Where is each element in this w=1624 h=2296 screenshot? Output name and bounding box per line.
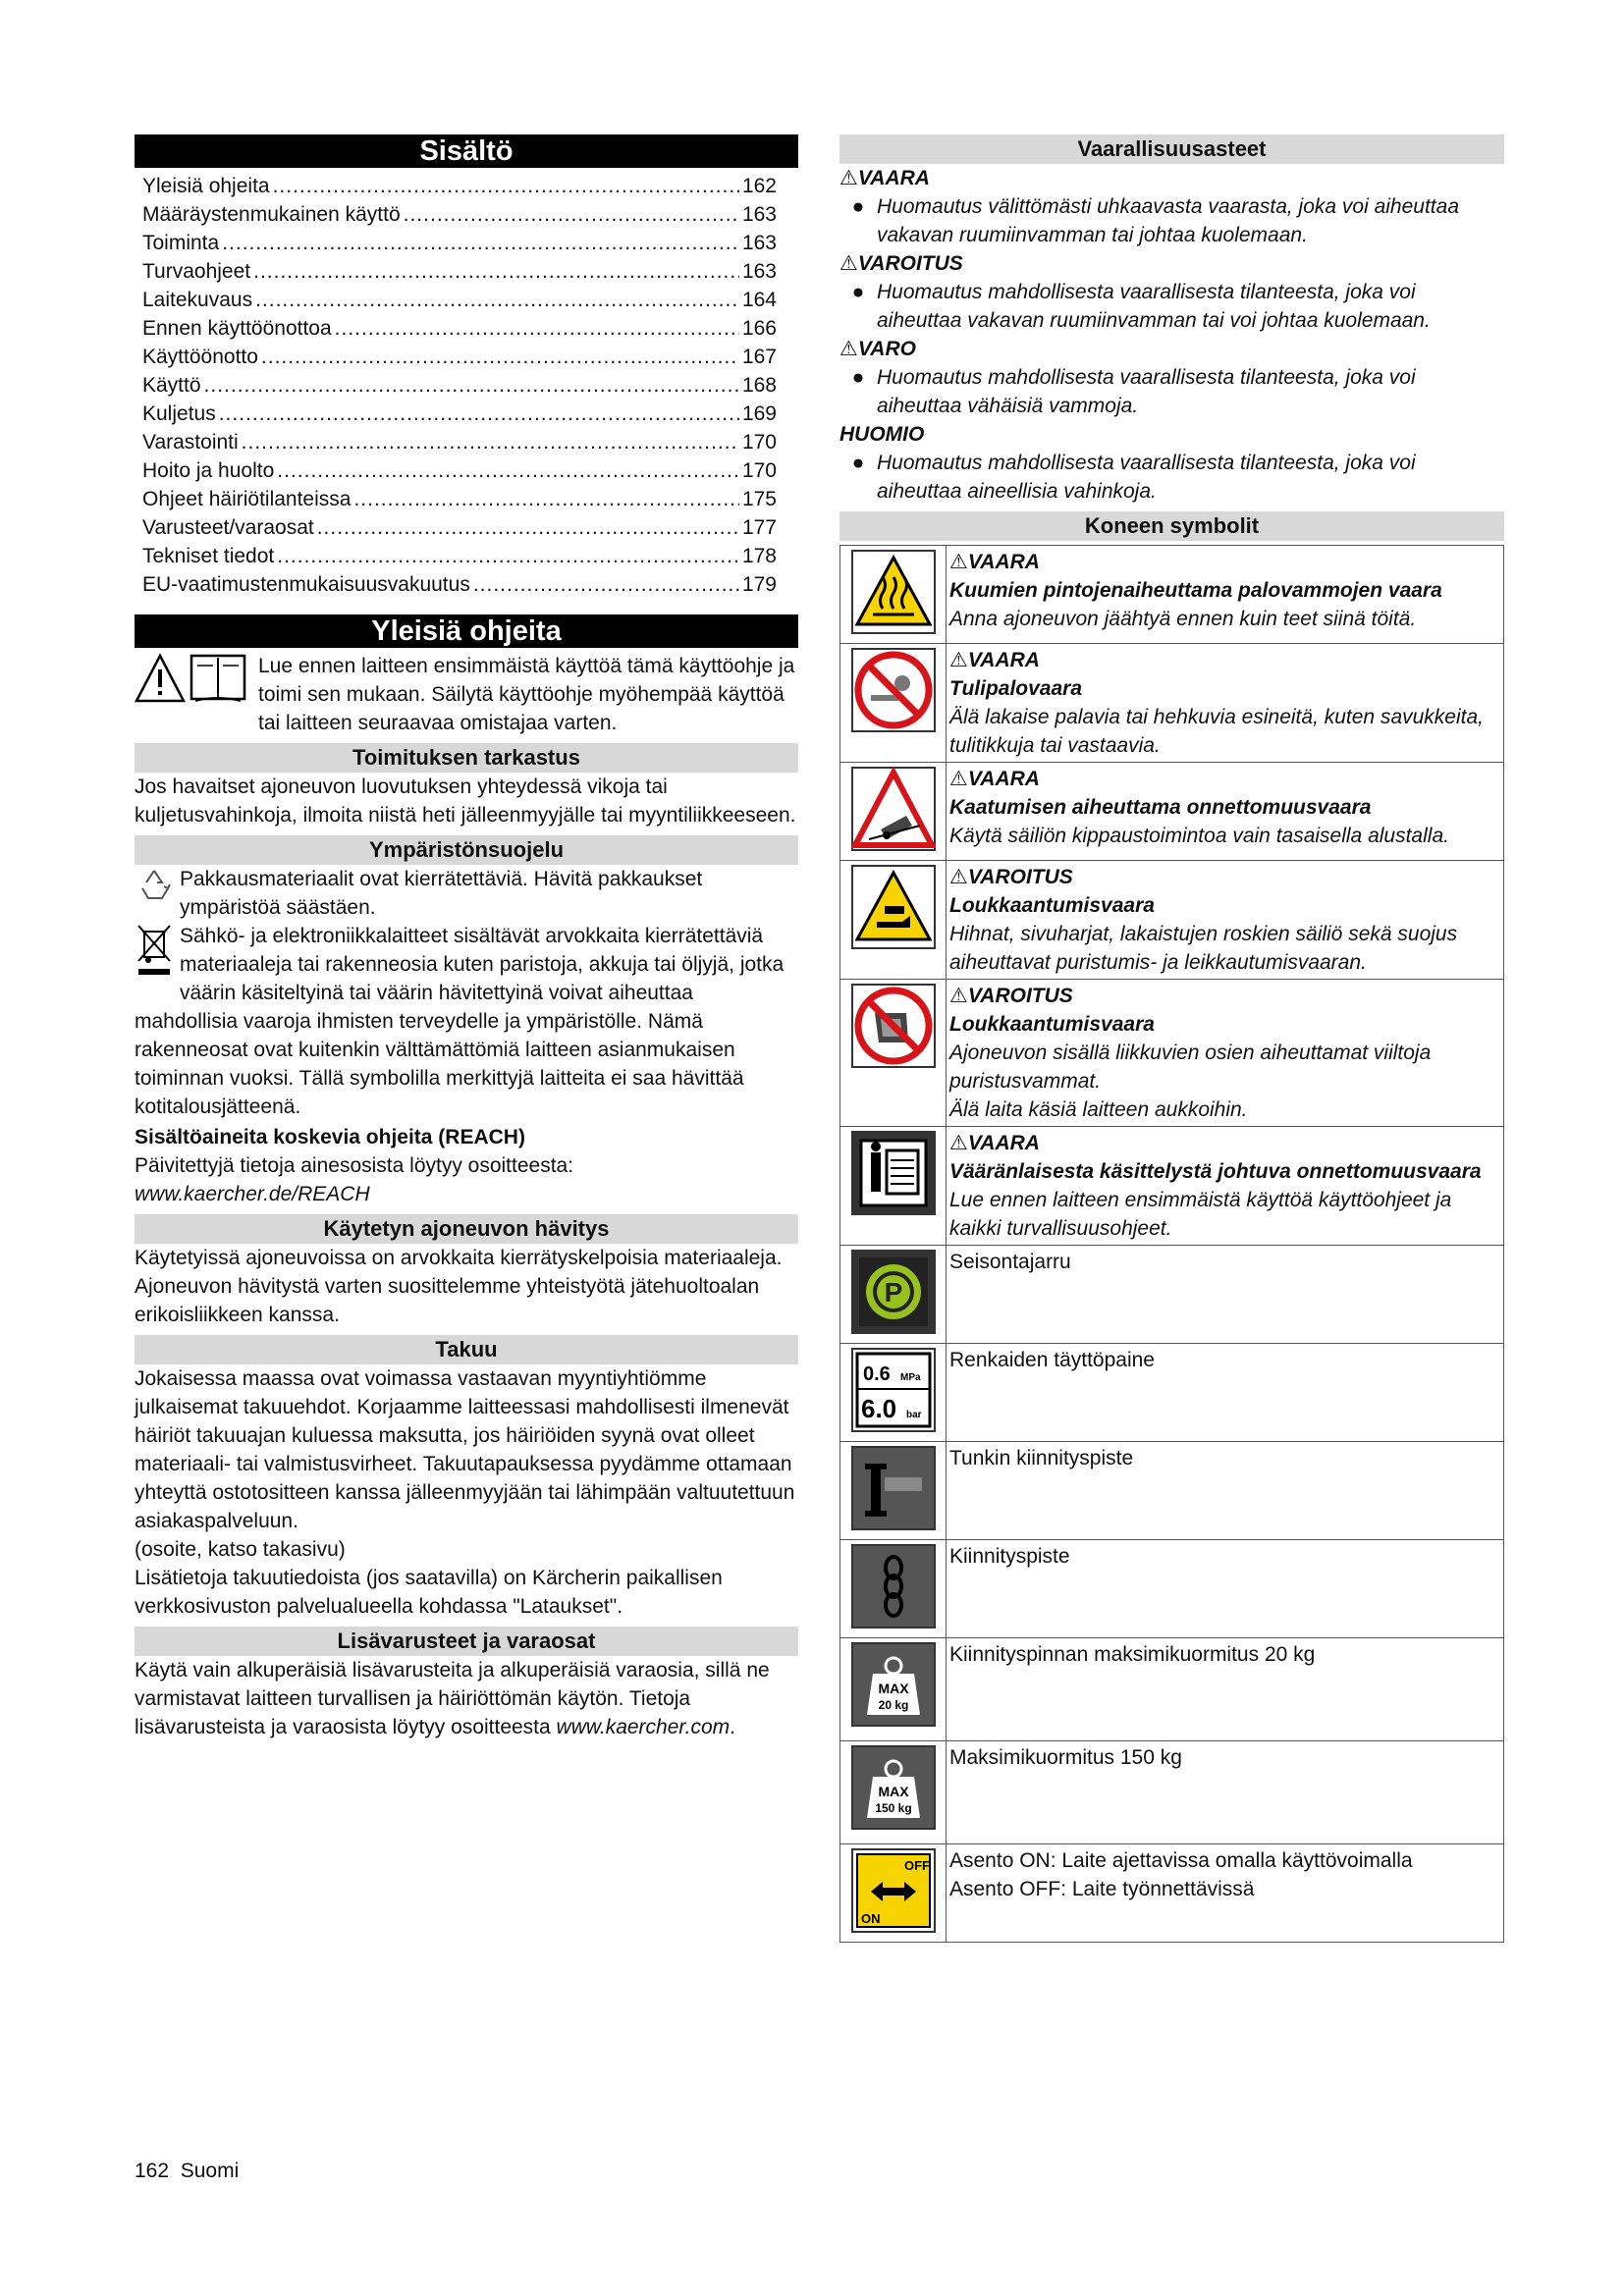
symbol-icon-cell <box>840 1442 947 1540</box>
symbol-row <box>840 1540 1504 1638</box>
symbol-text-cell <box>947 546 1504 644</box>
toc-entry-title: Toiminta <box>142 232 220 254</box>
toc-entry[interactable] <box>135 570 798 599</box>
toc-entry-page: 170 <box>741 431 777 454</box>
symbol-row <box>840 546 1504 644</box>
hazard-levels-heading: Vaarallisuusasteet <box>839 134 1504 164</box>
toc-entry-title: Käyttöönotto <box>142 346 258 368</box>
reach-text-body: Päivitettyjä tietoja ainesosista löytyy osoitteesta: <box>135 1154 574 1177</box>
toc-entry[interactable] <box>135 485 798 513</box>
symbol-label: Seisontajarru <box>949 1251 1071 1273</box>
toc-entry-page: 177 <box>741 516 777 539</box>
environment-text-2: Sähkö- ja elektroniikkalaitteet sisältävät arvokkaita kierrätettäviä materiaaleja tai rakenneosia kuten paristoja, akkuja tai öljyjä, jotka väärin käsiteltyinä tai väärin hävitettyinä voivat aiheuttaa mahdollisia vaaroja ihmisten terveydelle ja ympäristölle. Nämä rakenneosat ovat kuitenkin välttämättömiä laitteen asianmukaisen toiminnan vuoksi. Tällä symbolilla merkittyjä laitteita ei saa hävittää kotitalousjätteenä. <box>135 925 785 1118</box>
symbol-row <box>840 1741 1504 1844</box>
toc-entry[interactable] <box>135 371 798 400</box>
symbol-text-cell <box>947 1741 1504 1844</box>
right-column <box>839 134 1504 1943</box>
toc-entry-page: 169 <box>741 402 777 425</box>
toc-entry[interactable] <box>135 400 798 428</box>
warranty-more: Lisätietoja takuutiedoista (jos saatavilla) on Kärcherin paikallisen verkkosivuston palvelualueella kohdassa "Lataukset". <box>135 1567 723 1618</box>
symbol-description: Anna ajoneuvon jäähtyä ennen kuin teet siinä töitä. <box>949 608 1417 630</box>
bullet-dot: ● <box>851 195 865 218</box>
symbol-row <box>840 861 1504 980</box>
symbol-description: Hihnat, sivuharjat, lakaistujen roskien säiliö sekä suojus aiheuttavat puristumis- ja leikkautumisvaaran. <box>949 923 1458 974</box>
accessories-text-end: . <box>730 1716 735 1738</box>
crush-hand-icon <box>851 936 936 953</box>
hazard-level-item <box>839 278 1504 335</box>
toc-entry-title: EU-vaatimustenmukaisuusvakuutus <box>142 573 470 596</box>
symbol-label: Maksimikuormitus 150 kg <box>949 1746 1182 1769</box>
toc-entry-page: 179 <box>741 573 777 596</box>
disposal-text: Käytetyissä ajoneuvoissa on arvokkaita kierrätyskelpoisia materiaaleja. Ajoneuvon hävitystä varten suosittelemme yhteistyötä jätehuoltoalan erikoisliikkeen kanssa. <box>135 1247 783 1326</box>
warning-read-manual-icon <box>135 652 252 712</box>
svg-text:OFF: OFF <box>903 1858 930 1873</box>
symbol-icon-cell <box>840 1344 947 1442</box>
tie-down-icon <box>851 1616 936 1632</box>
symbol-text-cell <box>947 1638 1504 1741</box>
accessories-text-body: Käytä vain alkuperäisiä lisävarusteita ja alkuperäisiä varaosia, sillä ne varmistavat laitteen turvallisen ja häiriöttömän käytön. Tietoja lisävarusteista ja varaosista löytyy osoitteesta <box>135 1659 770 1738</box>
symbol-warning-label: ⚠VAARA <box>949 1132 1040 1154</box>
accessories-text <box>135 1656 798 1741</box>
hazard-level-text: Huomautus mahdollisesta vaarallisesta tilanteesta, joka voi aiheuttaa vähäisiä vammoja. <box>877 366 1416 417</box>
hazard-level-item <box>839 363 1504 420</box>
reach-text <box>135 1151 798 1208</box>
toc-entry[interactable] <box>135 343 798 371</box>
symbol-icon-cell <box>840 861 947 980</box>
parking-brake-icon <box>851 1277 936 1338</box>
symbol-warning-label: ⚠VAARA <box>949 551 1040 573</box>
symbol-row <box>840 1844 1504 1943</box>
max-150kg-icon <box>851 1784 936 1834</box>
hazard-level-text: Huomautus välittömästi uhkaavasta vaarasta, joka voi aiheuttaa vakavan ruumiinvamman tai johtaa kuolemaan. <box>877 195 1459 246</box>
toc-entry-title: Turvaohjeet <box>142 260 251 283</box>
symbol-text-cell <box>947 763 1504 861</box>
no-hands-icon <box>851 1055 936 1072</box>
symbol-warning-label: ⚠VAROITUS <box>949 866 1073 888</box>
drive-mode-icon <box>851 1858 936 1937</box>
general-text: Lue ennen laitteen ensimmäistä käyttöä tämä käyttöohje ja toimi sen mukaan. Säilytä käyttöohje myöhempää käyttöä tai laitteen seuraavaa omistajaa varten. <box>258 655 795 734</box>
symbol-title: Loukkaantumisvaara <box>949 1013 1155 1036</box>
symbol-icon-cell <box>840 980 947 1127</box>
toc-entry-title: Tekniset tiedot <box>142 545 275 567</box>
warranty-text: Jokaisessa maassa ovat voimassa vastaavan myyntiyhtiömme julkaisemat takuuehdot. Korjaamme laitteessasi mahdollisesti ilmenevät häiriöt takuuajan kuluessa maksutta, jos häiriöiden syynä ovat olleet materiaali- tai valmistusvirheet. Takuutapauksessa pyydämme ottamaan yhteyttä ostotositteen kanssa jälleenmyyjään tai lähimpään valtuutettuun asiakaspalveluun. <box>135 1367 795 1532</box>
toc-entry-title: Määräystenmukainen käyttö <box>142 203 401 226</box>
symbol-row <box>840 1638 1504 1741</box>
toc-entry-title: Ohjeet häiriötilanteissa <box>142 488 352 510</box>
symbol-label: Tunkin kiinnityspiste <box>949 1447 1134 1469</box>
toc-leader <box>222 229 739 257</box>
symbol-icon-cell <box>840 1127 947 1246</box>
svg-text:20 kg: 20 kg <box>878 1698 908 1712</box>
jack-point-icon <box>851 1518 936 1534</box>
toc-entry[interactable] <box>135 286 798 314</box>
toc-leader <box>335 314 739 343</box>
hazard-level-text: Huomautus mahdollisesta vaarallisesta tilanteesta, joka voi aiheuttaa vakavan ruumiinvamman tai voi johtaa kuolemaan. <box>877 281 1431 332</box>
recycle-icon <box>135 865 174 909</box>
symbol-text-cell <box>947 1344 1504 1442</box>
toc-entry[interactable] <box>135 542 798 570</box>
toc-entry-title: Ennen käyttöönottoa <box>142 317 332 340</box>
weee-bin-icon <box>135 922 174 986</box>
toc-entry-title: Käyttö <box>142 374 201 397</box>
toc-leader <box>242 428 739 456</box>
bullet-dot: ● <box>851 452 865 474</box>
toc-entry-page: 178 <box>741 545 777 567</box>
toc-leader <box>273 172 739 200</box>
symbol-title: Vääränlaisesta käsittelystä johtuva onnettomuusvaara <box>949 1160 1482 1183</box>
symbol-text-cell <box>947 1246 1504 1344</box>
toc-leader <box>277 542 739 570</box>
page-footer <box>135 2160 239 2183</box>
reach-link[interactable]: www.kaercher.de/REACH <box>135 1183 370 1205</box>
symbol-row <box>840 1344 1504 1442</box>
hot-surface-icon <box>851 621 936 638</box>
toc-entry-title: Varastointi <box>142 431 239 454</box>
toc-entry-page: 167 <box>741 346 777 368</box>
toc-entry-page: 162 <box>741 175 777 197</box>
svg-text:150 kg: 150 kg <box>874 1801 912 1815</box>
toc-entry[interactable] <box>135 200 798 229</box>
toc-entry[interactable] <box>135 257 798 286</box>
accessories-heading: Lisävarusteet ja varaosat <box>135 1627 798 1656</box>
symbol-row <box>840 763 1504 861</box>
accessories-link[interactable]: www.kaercher.com <box>556 1716 731 1738</box>
toc-entry-page: 163 <box>741 203 777 226</box>
toc-heading: Sisältö <box>135 134 798 168</box>
toc-entry-page: 163 <box>741 260 777 283</box>
symbol-icon-cell <box>840 1246 947 1344</box>
environment-heading: Ympäristönsuojelu <box>135 835 798 865</box>
tyre-pressure-icon <box>851 1363 936 1436</box>
hazard-level-item <box>839 449 1504 506</box>
svg-text:ON: ON <box>860 1911 880 1926</box>
svg-text:0.6: 0.6 <box>862 1363 891 1385</box>
bullet-dot: ● <box>851 366 865 389</box>
symbol-description-2: Älä laita käsiä laitteen aukkoihin. <box>949 1098 1248 1121</box>
toc-entry[interactable] <box>135 513 798 542</box>
max-20kg-icon <box>851 1681 936 1731</box>
svg-text:MPa: MPa <box>899 1372 921 1383</box>
read-manual-icon <box>851 1202 936 1219</box>
symbol-icon-cell <box>840 1540 947 1638</box>
svg-text:MAX: MAX <box>877 1681 909 1696</box>
symbol-row <box>840 1442 1504 1540</box>
svg-text:6.0: 6.0 <box>860 1394 896 1423</box>
warranty-heading: Takuu <box>135 1335 798 1364</box>
symbol-icon-cell <box>840 644 947 763</box>
toc-entry-title: Kuljetus <box>142 402 216 425</box>
symbol-warning-label: ⚠VAARA <box>949 768 1040 790</box>
symbol-label: Asento ON: Laite ajettavissa omalla käyttövoimalla <box>949 1849 1413 1872</box>
toc-leader <box>353 485 739 513</box>
environment-text-1: Pakkausmateriaalit ovat kierrätettäviä. Hävitä pakkaukset ympäristöä säästäen. <box>180 868 703 919</box>
reach-heading: Sisältöaineita koskevia ohjeita (REACH) <box>135 1126 525 1148</box>
symbol-description: Älä lakaise palavia tai hehkuvia esineitä, kuten savukkeita, tulitikkuja tai vastaavia. <box>949 706 1484 757</box>
symbol-text-cell <box>947 861 1504 980</box>
footer-language: Suomi <box>180 2160 240 2182</box>
symbol-label-2: Asento OFF: Laite työnnettävissä <box>949 1878 1255 1900</box>
hazard-level-label: HUOMIO <box>839 423 925 446</box>
symbol-title: Kaatumisen aiheuttama onnettomuusvaara <box>949 796 1372 819</box>
toc-entry[interactable] <box>135 229 798 257</box>
toc-entry-page: 163 <box>741 232 777 254</box>
toc-entry-page: 168 <box>741 374 777 397</box>
toc-entry[interactable] <box>135 428 798 456</box>
symbol-title: Loukkaantumisvaara <box>949 894 1155 917</box>
left-column <box>135 134 798 1741</box>
symbol-text-cell <box>947 1540 1504 1638</box>
hazard-level-label: ⚠VAARA <box>839 167 930 189</box>
toc-entry-page: 166 <box>741 317 777 340</box>
symbol-title: Tulipalovaara <box>949 677 1083 700</box>
bullet-dot: ● <box>851 281 865 303</box>
toc-entry-page: 175 <box>741 488 777 510</box>
symbol-text-cell <box>947 1127 1504 1246</box>
symbol-label: Kiinnityspiste <box>949 1545 1070 1568</box>
hazard-level-label: ⚠VARO <box>839 338 916 360</box>
symbol-warning-label: ⚠VAARA <box>949 649 1040 671</box>
toc-leader <box>473 570 739 599</box>
symbol-text-cell <box>947 644 1504 763</box>
toc-entry-page: 164 <box>741 289 777 311</box>
warranty-address: (osoite, katso takasivu) <box>135 1538 346 1561</box>
toc-entry[interactable] <box>135 172 798 200</box>
symbol-row <box>840 644 1504 763</box>
svg-text:bar: bar <box>905 1410 922 1420</box>
page-number: 162 <box>135 2160 170 2182</box>
symbol-icon-cell <box>840 546 947 644</box>
hazard-level-label: ⚠VAROITUS <box>839 252 963 275</box>
symbol-row <box>840 1246 1504 1344</box>
symbol-label: Renkaiden täyttöpaine <box>949 1349 1155 1371</box>
symbol-label: Kiinnityspinnan maksimikuormitus 20 kg <box>949 1643 1316 1666</box>
symbol-text-cell <box>947 1442 1504 1540</box>
disposal-heading: Käytetyn ajoneuvon hävitys <box>135 1214 798 1244</box>
symbol-description: Lue ennen laitteen ensimmäistä käyttöä käyttöohjeet ja kaikki turvallisuusohjeet. <box>949 1189 1452 1240</box>
toc-leader <box>261 343 739 371</box>
delivery-heading: Toimituksen tarkastus <box>135 743 798 773</box>
toc-leader <box>255 286 739 314</box>
symbol-row <box>840 1127 1504 1246</box>
machine-symbols-heading: Koneen symbolit <box>839 511 1504 541</box>
symbol-title: Kuumien pintojenaiheuttama palovammojen vaara <box>949 579 1442 602</box>
toc-entry[interactable] <box>135 314 798 343</box>
toc-entry[interactable] <box>135 456 798 485</box>
toc-entry-page: 170 <box>741 459 777 482</box>
symbol-description: Ajoneuvon sisällä liikkuvien osien aiheuttamat viiltoja puristusvammat. <box>949 1041 1432 1093</box>
no-fire-icon <box>851 720 936 736</box>
symbol-icon-cell <box>840 1844 947 1943</box>
delivery-text: Jos havaitset ajoneuvon luovutuksen yhteydessä vikoja tai kuljetusvahinkoja, ilmoita niistä heti jälleenmyyjälle tai myyntiliikkeeseen. <box>135 775 796 827</box>
tipping-icon <box>851 838 936 855</box>
toc-leader <box>317 513 739 542</box>
toc-leader <box>277 456 739 485</box>
table-of-contents <box>135 172 798 599</box>
toc-leader <box>219 400 739 428</box>
symbol-warning-label: ⚠VAROITUS <box>949 985 1073 1007</box>
hazard-level-item <box>839 192 1504 249</box>
toc-entry-title: Laitekuvaus <box>142 289 253 311</box>
symbol-description: Käytä säiliön kippaustoimintoa vain tasaisella alustalla. <box>949 825 1449 847</box>
symbol-row <box>840 980 1504 1127</box>
toc-leader <box>404 200 739 229</box>
toc-leader <box>253 257 739 286</box>
symbol-text-cell <box>947 980 1504 1127</box>
svg-text:P: P <box>884 1277 902 1308</box>
hazard-levels <box>839 164 1504 506</box>
svg-text:MAX: MAX <box>877 1784 909 1799</box>
toc-entry-title: Yleisiä ohjeita <box>142 175 270 197</box>
symbol-icon-cell <box>840 763 947 861</box>
general-heading: Yleisiä ohjeita <box>135 614 798 648</box>
symbols-table <box>839 545 1504 1943</box>
symbol-text-cell <box>947 1844 1504 1943</box>
toc-entry-title: Hoito ja huolto <box>142 459 275 482</box>
toc-leader <box>204 371 739 400</box>
symbol-icon-cell <box>840 1741 947 1844</box>
toc-entry-title: Varusteet/varaosat <box>142 516 314 539</box>
hazard-level-text: Huomautus mahdollisesta vaarallisesta tilanteesta, joka voi aiheuttaa aineellisia vahinkoja. <box>877 452 1416 503</box>
symbol-icon-cell <box>840 1638 947 1741</box>
